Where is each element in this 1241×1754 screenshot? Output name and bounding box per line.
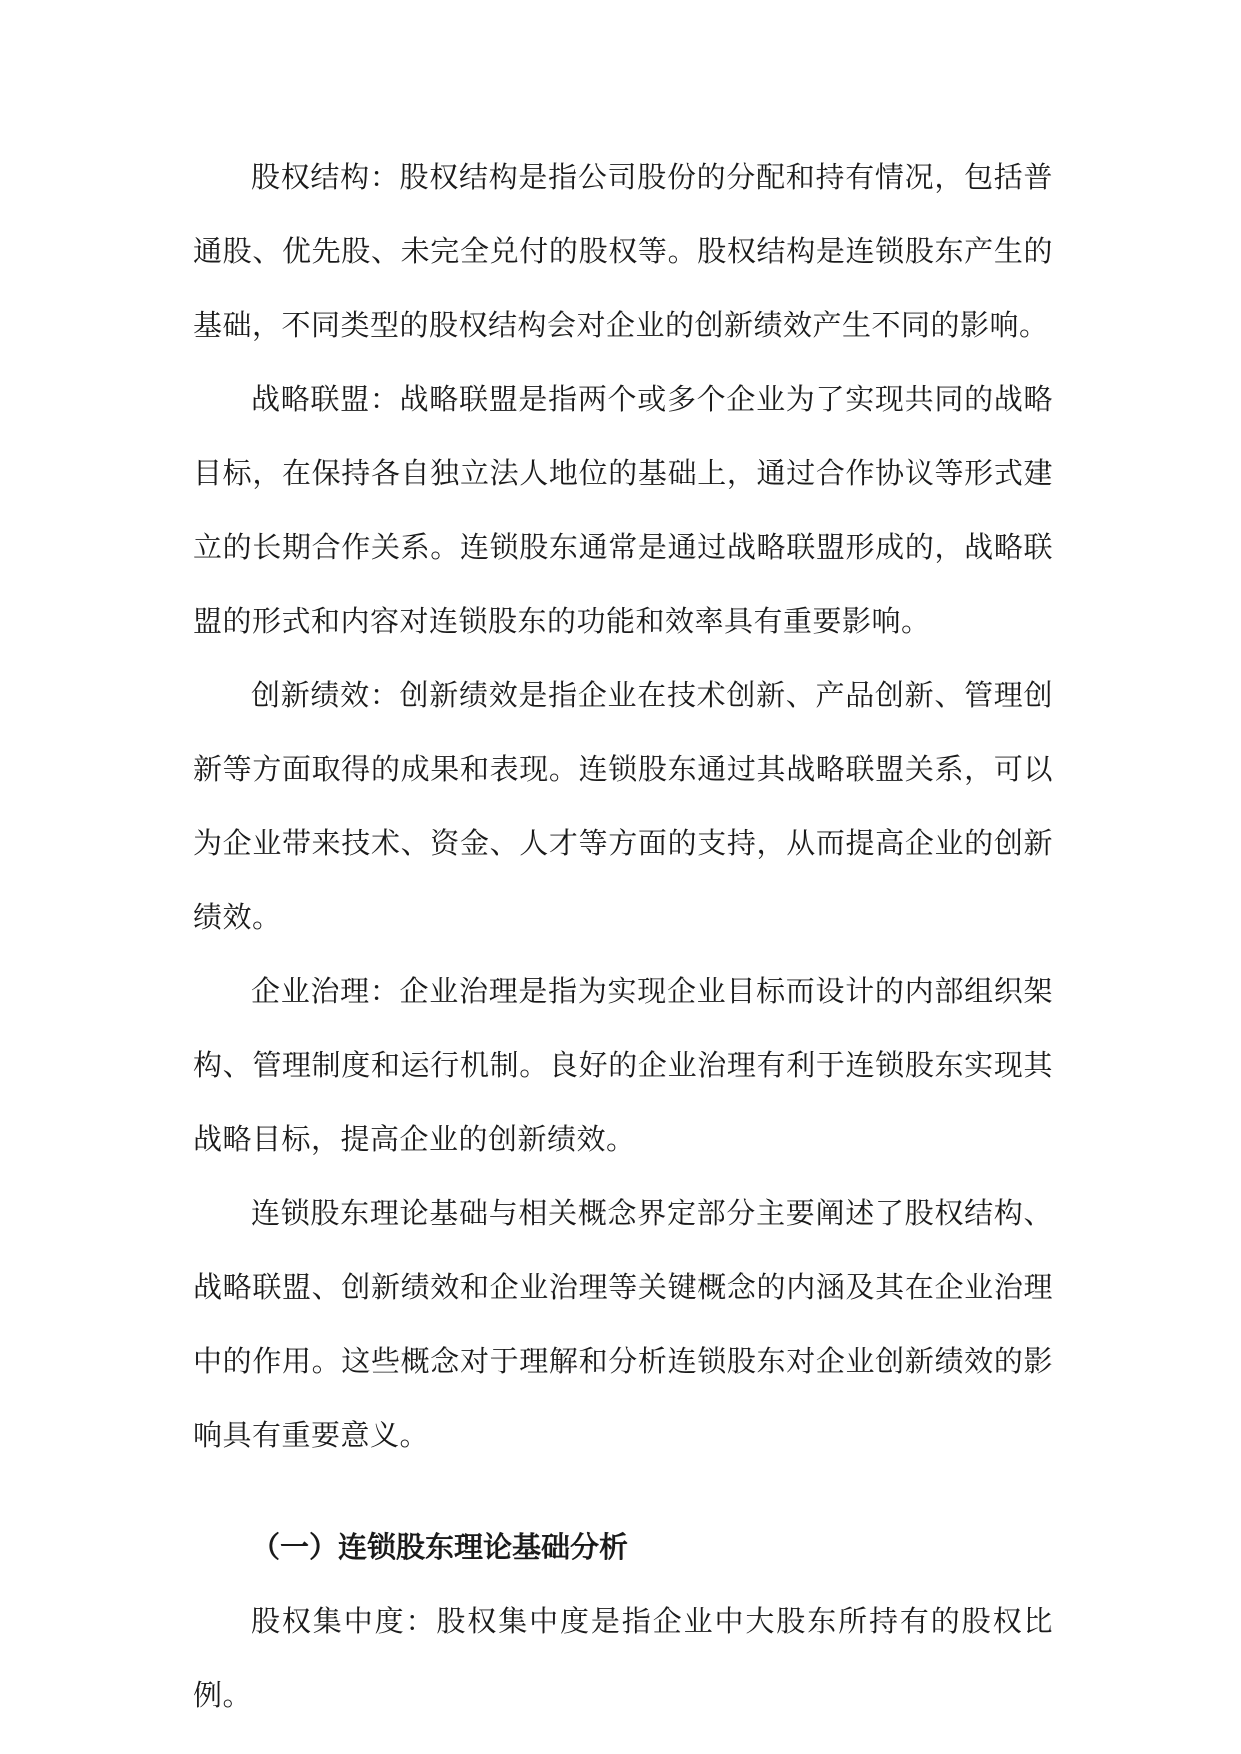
document-body bbox=[193, 140, 1053, 1732]
section-heading: （一）连锁股东理论基础分析 bbox=[251, 1530, 629, 1564]
paragraph-equity-structure: 股权结构：股权结构是指公司股份的分配和持有情况，包括普通股、优先股、未完全兑付的股权等。股权结构是连锁股东产生的基础，不同类型的股权结构会对企业的创新绩效产生不同的影响。 bbox=[193, 160, 1053, 342]
paragraph-innovation-performance: 创新绩效：创新绩效是指企业在技术创新、产品创新、管理创新等方面取得的成果和表现。连锁股东通过其战略联盟关系，可以为企业带来技术、资金、人才等方面的支持，从而提高企业的创新绩效。 bbox=[193, 678, 1053, 934]
paragraph-corporate-governance: 企业治理：企业治理是指为实现企业目标而设计的内部组织架构、管理制度和运行机制。良好的企业治理有利于连锁股东实现其战略目标，提高企业的创新绩效。 bbox=[193, 974, 1053, 1156]
paragraph-ownership-concentration: 股权集中度：股权集中度是指企业中大股东所持有的股权比例。 bbox=[193, 1604, 1053, 1712]
paragraph-strategic-alliance: 战略联盟：战略联盟是指两个或多个企业为了实现共同的战略目标，在保持各自独立法人地位的基础上，通过合作协议等形式建立的长期合作关系。连锁股东通常是通过战略联盟形成的，战略联盟的形式和内容对连锁股东的功能和效率具有重要影响。 bbox=[193, 382, 1053, 638]
paragraph-summary: 连锁股东理论基础与相关概念界定部分主要阐述了股权结构、战略联盟、创新绩效和企业治理等关键概念的内涵及其在企业治理中的作用。这些概念对于理解和分析连锁股东对企业创新绩效的影响具有重要意义。 bbox=[193, 1196, 1053, 1452]
